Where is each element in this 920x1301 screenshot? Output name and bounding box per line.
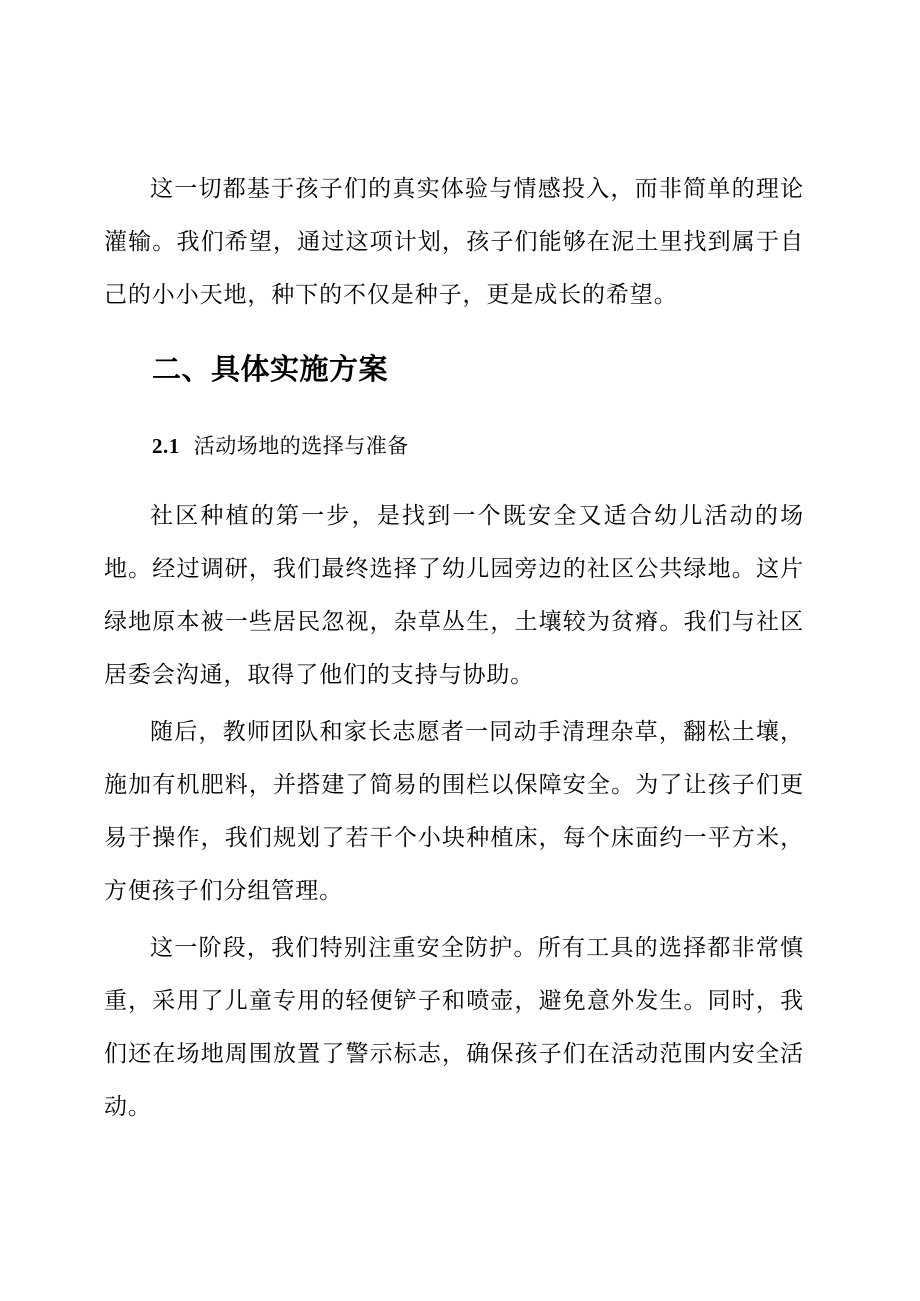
intro-paragraph: 这一切都基于孩子们的真实体验与情感投入，而非简单的理论灌输。我们希望，通过这项计划，孩子们能够在泥土里找到属于自己的小小天地，种下的不仅是种子，更是成长的希望。 <box>104 176 804 308</box>
body-paragraph-site-selection: 社区种植的第一步，是找到一个既安全又适合幼儿活动的场地。经过调研，我们最终选择了幼儿园旁边的社区公共绿地。这片绿地原本被一些居民忽视，杂草丛生，土壤较为贫瘠。我们与社区居委会沟通，取得了他们的支持与协助。 <box>104 503 804 688</box>
body-paragraph-safety: 这一阶段，我们特别注重安全防护。所有工具的选择都非常慎重，采用了儿童专用的轻便铲子和喷壶，避免意外发生。同时，我们还在场地周围放置了警示标志，确保孩子们在活动范围内安全活动。 <box>104 935 804 1120</box>
subsection-number: 2.1 <box>152 434 180 458</box>
subsection-title: 活动场地的选择与准备 <box>193 434 409 458</box>
subsection-heading <box>152 424 409 468</box>
section-heading: 二、具体实施方案 <box>152 352 389 386</box>
body-paragraph-site-preparation: 随后，教师团队和家长志愿者一同动手清理杂草，翻松土壤，施加有机肥料，并搭建了简易的围栏以保障安全。为了让孩子们更易于操作，我们规划了若干个小块种植床，每个床面约一平方米，方便孩子们分组管理。 <box>104 719 804 904</box>
